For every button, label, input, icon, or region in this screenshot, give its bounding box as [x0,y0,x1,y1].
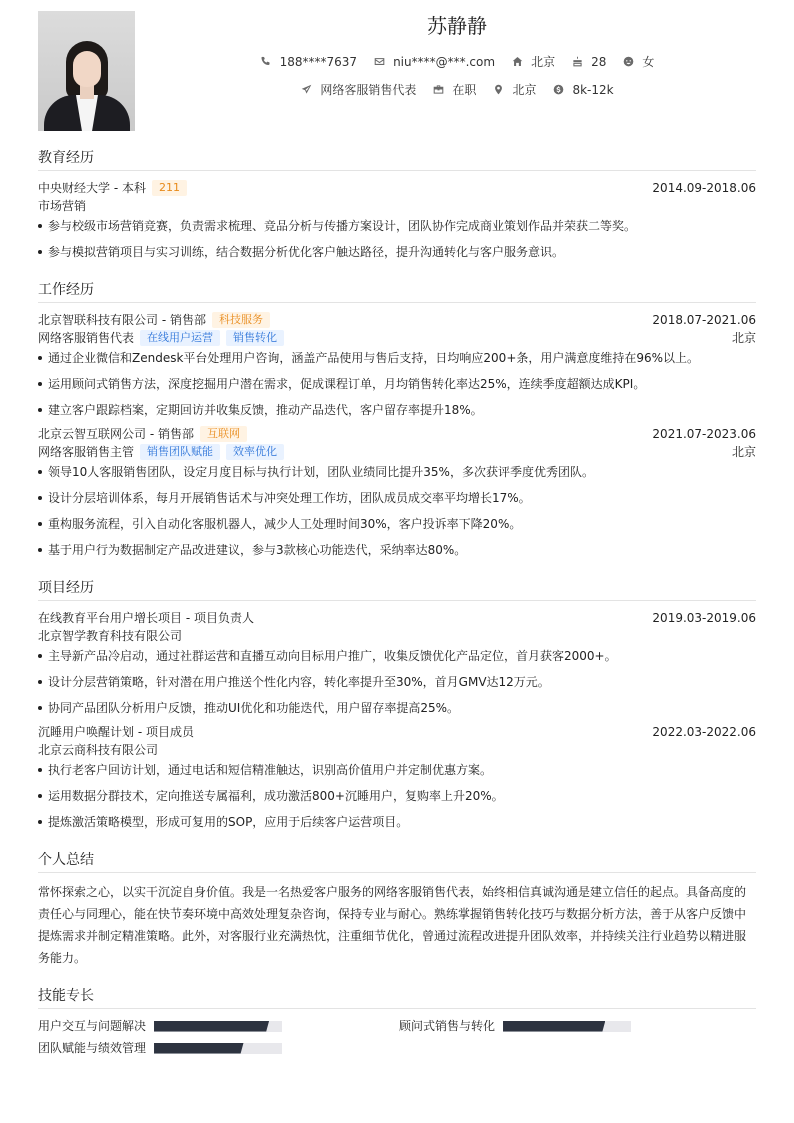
status-info [432,81,476,98]
list-item: 主导新产品冷启动，通过社群运营和直播互动向目标用户推广，收集反馈优化产品定位，首月获客2000+。 [38,647,756,665]
project-header-row [38,723,756,741]
skill-level-bar [154,1043,282,1054]
job-dates: 2018.07-2021.06 [652,313,756,327]
education-title: 教育经历 [38,149,756,171]
location-pin-icon [492,84,504,96]
list-item: 运用数据分群技术，定向推送专属福利，成功激活800+沉睡用户，复购率上升20%。 [38,787,756,805]
skill-tag: 销售转化 [226,330,284,346]
list-item: 建立客户跟踪档案，定期回访并收集反馈，推动产品迭代，客户留存率提升18%。 [38,401,756,419]
summary-section [38,851,756,965]
skill-name: 顾问式销售与转化 [399,1019,496,1033]
job-dates: 2021.07-2023.06 [652,427,756,441]
project-dates: 2019.03-2019.06 [652,611,756,625]
target-job-info [300,81,416,98]
education-section [38,149,756,259]
phone-number: 188****7637 [279,54,358,69]
project-name: 在线教育平台用户增长项目 - 项目负责人 [38,611,254,625]
skill-level-bar [154,1021,282,1032]
target-city: 北京 [512,83,537,97]
cake-icon [571,56,583,68]
job-location: 北京 [731,331,756,345]
employment-status: 在职 [452,83,477,97]
job-header-row [38,425,756,443]
skills-title: 技能专长 [38,987,756,1009]
list-item: 领导10人客服销售团队，设定月度目标与执行计划，团队业绩同比提升35%，多次获评季度优秀团队。 [38,463,756,481]
list-item: 执行老客户回访计划，通过电话和短信精准触达，识别高价值用户并定制优惠方案。 [38,761,756,779]
major-row [38,197,756,215]
list-item: 参与校级市场营销竞赛，负责需求梳理、竞品分析与传播方案设计，团队协作完成商业策划作品并荣获二等奖。 [38,217,756,235]
project-header-row [38,609,756,627]
project-company-row [38,741,756,759]
education-header-row [38,179,756,197]
city: 北京 [531,55,556,69]
phone-info [260,55,357,69]
skill-tag: 在线用户运营 [140,330,220,346]
skill-item [399,1017,631,1035]
job-location: 北京 [731,445,756,459]
contact-info-row [135,53,779,70]
list-item: 设计分层营销策略，针对潜在用户推送个性化内容，转化率提升至30%，首月GMV达12万元。 [38,673,756,691]
job-company: 北京云智互联网公司 - 销售部 [38,427,194,441]
email-address: niu****@***.com [393,54,496,69]
target-city-info [492,81,536,98]
job-role-row [38,329,756,347]
project-title: 项目经历 [38,579,756,601]
project-dates: 2022.03-2022.06 [652,725,756,739]
send-icon [300,84,312,96]
industry-tag: 互联网 [200,426,247,442]
target-job: 网络客服销售代表 [320,83,417,97]
list-item: 基于用户行为数据制定产品改进建议，参与3款核心功能迭代，采纳率达80%。 [38,541,756,559]
project-section [38,579,756,829]
skill-name: 用户交互与问题解决 [38,1019,147,1033]
city-info [511,53,555,70]
summary-text: 常怀探索之心，以实干沉淀自身价值。我是一名热爱客户服务的网络客服销售代表，始终相信真诚沟通是建立信任的起点。具备高度的责任心与同理心，能在快节奏环境中高效处理复杂咨询，保持专业与耐心。熟练掌握销售转化技巧与数据分析方法，善于从客户反馈中提炼需求并制定精准策略。此外，对客服行业充满热忱，注重细节优化，曾通过流程改进提升团队效率，并持续关注行业趋势以精进服务能力。 [38,885,747,965]
work-title: 工作经历 [38,281,756,303]
skill-item [38,1039,282,1057]
project-company: 北京智学教育科技有限公司 [38,629,183,643]
list-item: 参与模拟营销项目与实习训练，结合数据分析优化客户触达路径，提升沟通转化与客户服务意识。 [38,243,756,261]
job-role-row [38,443,756,461]
mail-icon [373,56,385,68]
summary-title: 个人总结 [38,851,756,873]
gender: 女 [642,55,655,69]
project-company-row [38,627,756,645]
skill-tag: 效率优化 [226,444,284,460]
job-company: 北京智联科技有限公司 - 销售部 [38,313,206,327]
job-header-row [38,311,756,329]
list-item: 提炼激活策略模型，形成可复用的SOP，应用于后续客户运营项目。 [38,813,756,831]
skill-tag: 销售团队赋能 [140,444,220,460]
list-item: 运用顾问式销售方法，深度挖掘用户潜在需求，促成课程订单，月均销售转化率达25%，连续季度超额达成KPI。 [38,375,756,393]
job-role: 网络客服销售主管 [38,445,135,459]
briefcase-icon [432,84,444,96]
list-item: 重构服务流程，引入自动化客服机器人，减少人工处理时间30%，客户投诉率下降20%。 [38,515,756,533]
major: 市场营销 [38,199,87,213]
industry-tag: 科技服务 [212,312,270,328]
school-tag: 211 [152,180,187,196]
home-icon [511,56,523,68]
list-item: 通过企业微信和Zendesk平台处理用户咨询，涵盖产品使用与售后支持，日均响应200+条，用户满意度维持在96%以上。 [38,349,756,367]
gender-info [622,53,654,70]
expected-salary: 8k-12k [572,82,614,97]
candidate-name: 苏静静 [427,14,487,38]
project-name: 沉睡用户唤醒计划 - 项目成员 [38,725,194,739]
project-company: 北京云商科技有限公司 [38,743,159,757]
skill-name: 团队赋能与绩效管理 [38,1041,147,1055]
skills-section [38,987,756,1055]
age: 28 [591,54,607,69]
school-degree: 中央财经大学 - 本科 [38,181,146,195]
email-info [373,55,495,69]
age-info [571,55,606,69]
job-intention-row [135,81,779,98]
skill-level-bar [503,1021,631,1032]
work-section [38,281,756,557]
list-item: 协同产品团队分析用户反馈，推动UI优化和功能迭代，用户留存率提高25%。 [38,699,756,717]
education-dates: 2014.09-2018.06 [652,181,756,195]
skill-item [38,1017,282,1035]
list-item: 设计分层培训体系，每月开展销售话术与冲突处理工作坊，团队成员成交率平均增长17%。 [38,489,756,507]
money-icon [552,84,564,96]
phone-icon [260,56,272,68]
job-role: 网络客服销售代表 [38,331,135,345]
face-icon [622,56,634,68]
salary-info [552,83,613,97]
